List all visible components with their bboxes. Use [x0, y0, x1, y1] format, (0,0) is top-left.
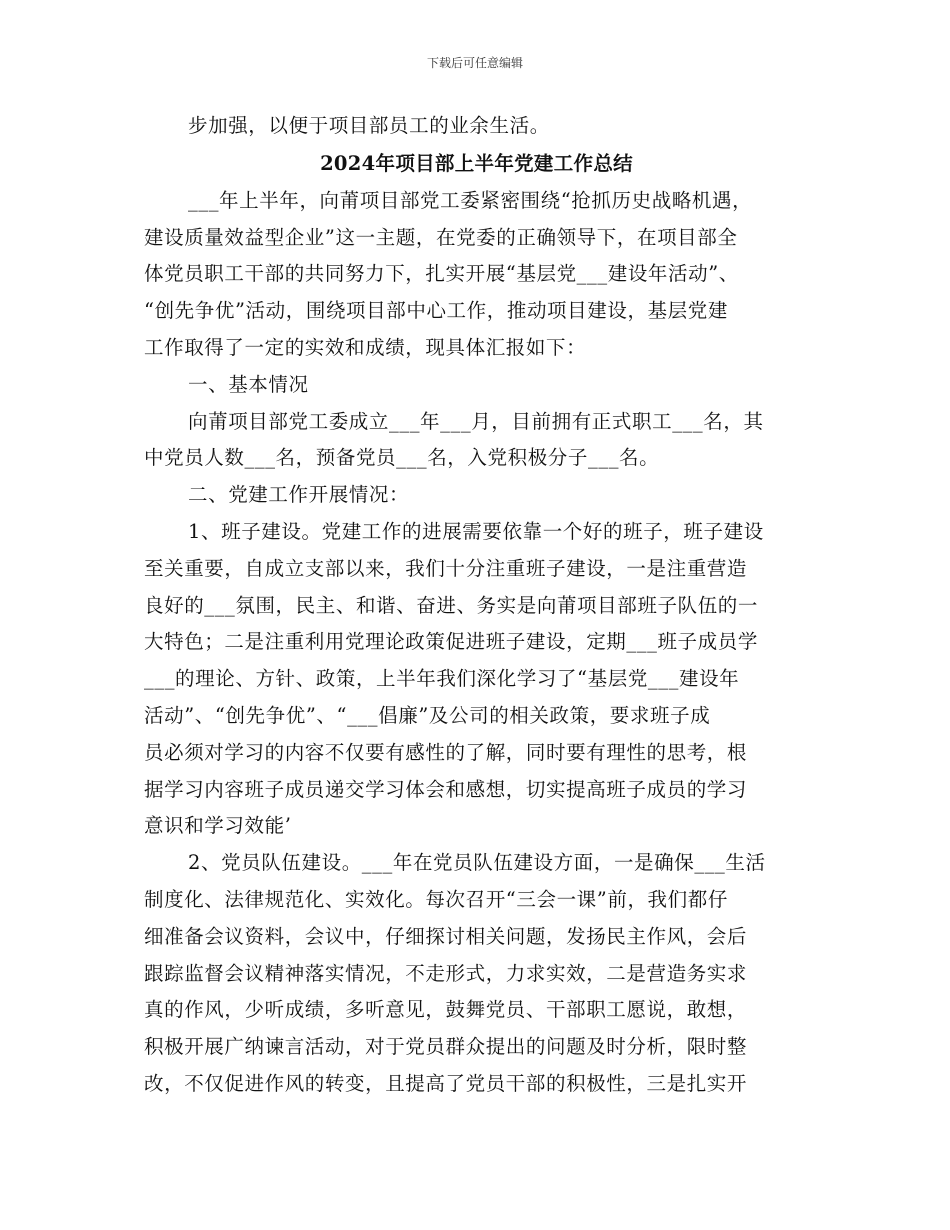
paragraph-line: 制度化、法律规范化、实效化。每次召开“三会一课”前，我们都仔: [144, 887, 728, 911]
paragraph-line: 员必须对学习的内容不仅要有感性的了解，同时要有理性的思考，根: [144, 740, 748, 764]
paragraph-line: 大特色；二是注重利用党理论政策促进班子建设，定期___班子成员学: [144, 630, 758, 654]
paragraph-line: “创先争优”活动，围绕项目部中心工作，推动项目建设，基层党建: [144, 299, 728, 323]
paragraph-line: 1、班子建设。党建工作的进展需要依靠一个好的班子，班子建设: [188, 519, 764, 543]
section-heading: [144, 367, 809, 404]
paragraph-line: 向莆项目部党工委成立___年___月，目前拥有正式职工___名，其: [188, 409, 764, 433]
paragraph-line: 据学习内容班子成员递交学习体会和感想，切实提高班子成员的学习: [144, 777, 748, 801]
header-note: 下载后可任意编辑: [426, 56, 523, 70]
paragraph-line: 体党员职工干部的共同努力下，扎实开展“基层党___建设年活动”、: [144, 262, 739, 286]
paragraph-line: 真的作风，少听成绩，多听意见，鼓舞党员、干部职工愿说，敢想，: [144, 998, 748, 1022]
section-heading-line: 二、党建工作开展情况：: [188, 483, 410, 507]
paragraph-line: 改，不仅促进作风的转变，且提高了党员干部的积极性，三是扎实开: [144, 1071, 748, 1095]
paragraph-line: 意识和学习效能’: [144, 814, 292, 838]
paragraph-line: 跟踪监督会议精神落实情况，不走形式，力求实效，二是营造务实求: [144, 961, 748, 985]
paragraph-line: 2、党员队伍建设。___年在党员队伍建设方面，一是确保___生活: [188, 851, 766, 875]
paragraph-line: 中党员人数___名，预备党员___名，入党积极分子___名。: [144, 446, 660, 470]
paragraph-line: 细准备会议资料，会议中，仔细探讨相关问题，发扬民主作风，会后: [144, 924, 748, 948]
paragraph-line: 良好的___氛围，民主、和谐、奋进、务实是向莆项目部班子队伍的一: [144, 593, 758, 617]
paragraph-line: ___的理论、方针、政策，上半年我们深化学习了“基层党___建设年: [144, 667, 740, 691]
paragraph: [144, 514, 809, 845]
paragraph-line: 积极开展广纳谏言活动，对于党员群众提出的问题及时分析，限时整: [144, 1035, 748, 1059]
paragraph: [144, 404, 809, 478]
paragraph: [144, 183, 809, 367]
paragraph-line: 活动”、“创先争优”、“___倡廉”及公司的相关政策，要求班子成: [144, 703, 711, 727]
document-title: 2024年项目部上半年党建工作总结: [320, 151, 633, 175]
body-text: [144, 108, 809, 1103]
paragraph-line: ___年上半年，向莆项目部党工委紧密围绕“抢抓历史战略机遇，: [188, 188, 753, 212]
paragraph-line: 至关重要，自成立支部以来，我们十分注重班子建设，一是注重营造: [144, 556, 748, 580]
paragraph: [144, 845, 809, 1103]
paragraph-line: 建设质量效益型企业”这一主题，在党委的正确领导下，在项目部全: [144, 225, 738, 249]
section-heading: [144, 477, 809, 514]
paragraph-line: 工作取得了一定的实效和成绩，现具体汇报如下：: [144, 335, 587, 359]
continued-line: 步加强，以便于项目部员工的业余生活。: [188, 114, 550, 137]
section-heading-line: 一、基本情况: [188, 372, 309, 396]
